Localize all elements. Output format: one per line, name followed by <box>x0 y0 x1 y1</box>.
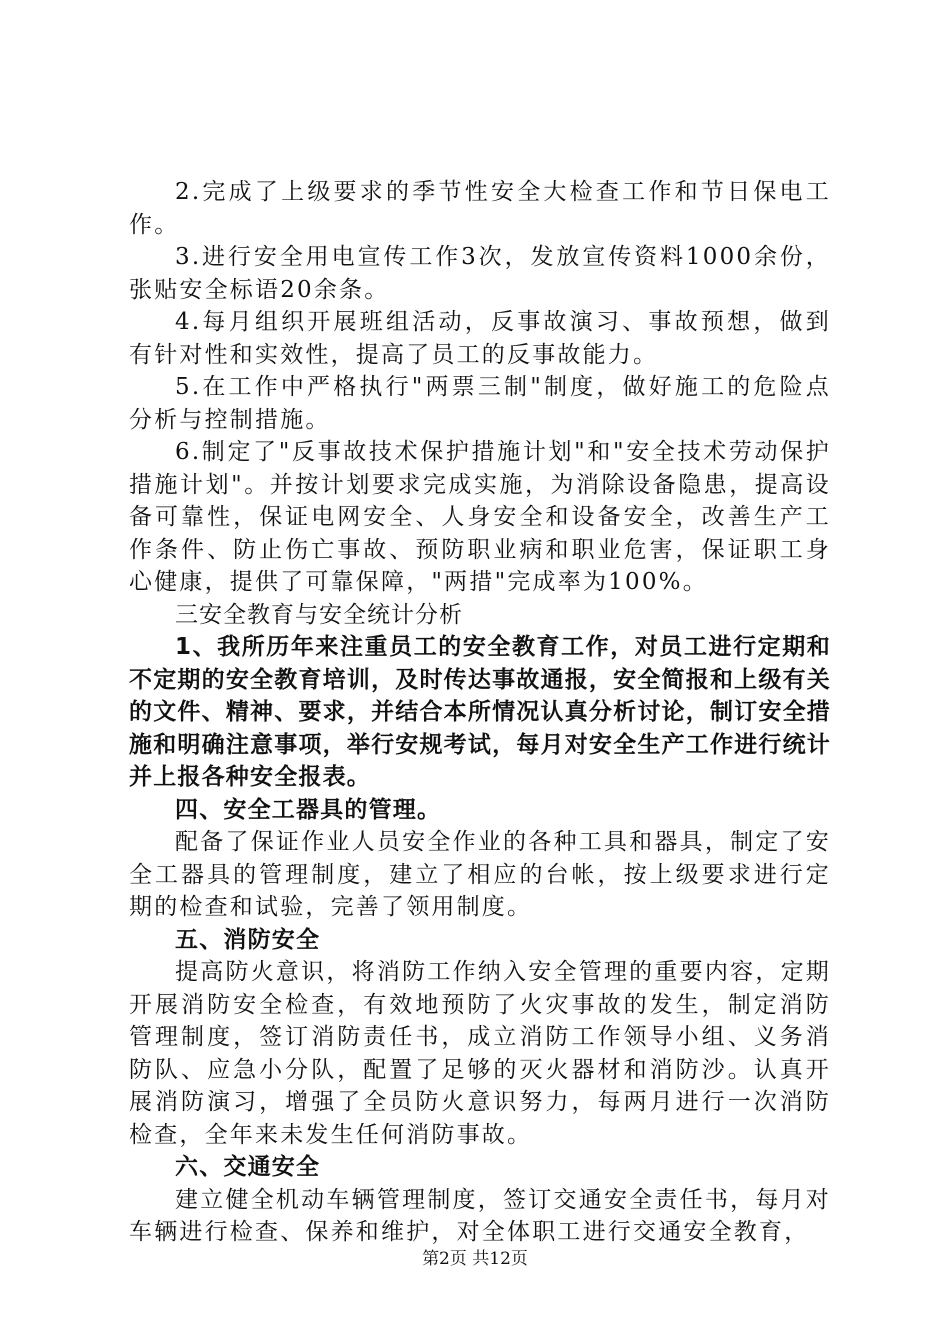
section-paragraph: 1、我所历年来注重员工的安全教育工作，对员工进行定期和不定期的安全教育培训，及时传达事故通报，安全简报和上级有关的文件、精神、要求，并结合本所情况认真分析讨论，制订安全措施和明确注意事项，举行安规考试，每月对安全生产工作进行统计并上报各种安全报表。 <box>129 634 831 790</box>
section-paragraph: 提高防火意识，将消防工作纳入安全管理的重要内容，定期开展消防安全检查，有效地预防了火灾事故的发生，制定消防管理制度，签订消防责任书，成立消防工作领导小组、义务消防队、应急小分队，配置了足够的灭火器材和消防沙。认真开展消防演习，增强了全员防火意识努力，每两月进行一次消防检查，全年来未发生任何消防事故。 <box>129 959 831 1148</box>
section-heading: 三安全教育与安全统计分析 <box>175 601 463 628</box>
section-heading: 六、交通安全 <box>175 1154 321 1180</box>
list-item: 6.制定了"反事故技术保护措施计划"和"安全技术劳动保护措施计划"。并按计划要求完成实施，为消除设备隐患，提高设备可靠性，保证电网安全、人身安全和设备安全，改善生产工作条件、防止伤亡事故、预防职业病和职业危害，保证职工身心健康，提供了可靠保障，"两措"完成率为100%。 <box>129 439 831 595</box>
section-paragraph: 建立健全机动车辆管理制度，签订交通安全责任书，每月对车辆进行检查、保养和维护，对全体职工进行交通安全教育， <box>129 1186 831 1245</box>
list-item: 3.进行安全用电宣传工作3次，发放宣传资料1000余份，张贴安全标语20余条。 <box>129 244 831 303</box>
page-number: 第2页 共12页 <box>422 1249 528 1269</box>
document-body <box>129 176 831 1249</box>
list-item: 2.完成了上级要求的季节性安全大检查工作和节日保电工作。 <box>129 179 831 238</box>
section-heading: 五、消防安全 <box>175 926 321 953</box>
list-item: 4.每月组织开展班组活动，反事故演习、事故预想，做到有针对性和实效性，提高了员工的反事故能力。 <box>129 309 831 368</box>
list-item: 5.在工作中严格执行"两票三制"制度，做好施工的危险点分析与控制措施。 <box>129 374 831 433</box>
section-heading: 四、安全工器具的管理。 <box>175 796 442 823</box>
section-paragraph: 配备了保证作业人员安全作业的各种工具和器具，制定了安全工器具的管理制度，建立了相应的台帐，按上级要求进行定期的检查和试验，完善了领用制度。 <box>129 829 831 920</box>
